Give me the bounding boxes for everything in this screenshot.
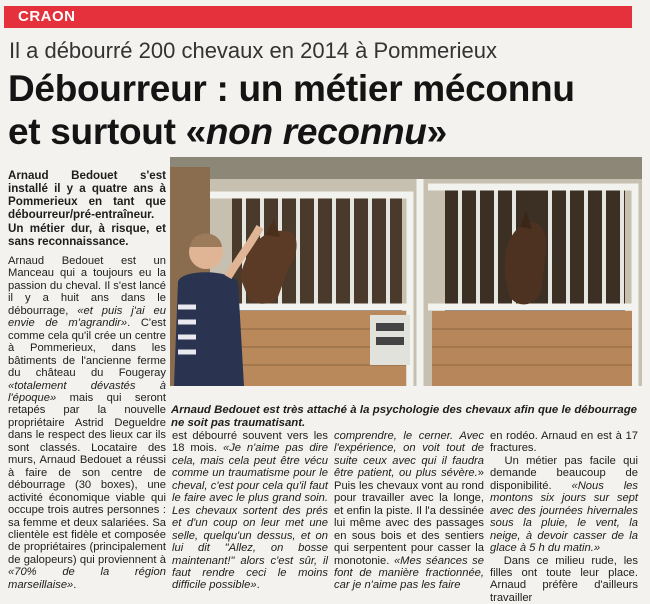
col3-paragraph [334,430,484,592]
col2-text-c: . [256,579,260,592]
col1-quote-d: «totalement dévastés à l'époque» [8,379,166,404]
article-column-2 [172,430,328,592]
photo-horse-stables [170,157,642,386]
col4-text-b: Un métier pas facile qui demande beaucoup de disponibilité. [490,454,638,492]
col1-quote-f: «70% de la région marseillaise» [8,566,166,591]
col4-paragraph-1 [490,430,638,455]
section-label: CRAON [18,8,76,25]
col1-quote-b: «et puis j'ai eu envie de m'agrandir» [8,304,166,330]
col1-text-c: . C'est comme cela qu'il crée un centre à Pommerieux, dans les bâtiments de l'ancienne ferme du château du Fougeray [8,317,166,380]
article-column-1 [8,255,166,591]
col1-paragraph [8,255,166,591]
article-column-4 [490,430,638,604]
col2-text-a: est débourré souvent vers les 18 mois. [172,430,328,455]
col1-text-g: . [73,578,77,591]
section-banner [4,6,632,28]
article-column-3 [334,430,484,592]
photo-caption: Arnaud Bedouet est très attaché à la psychologie des chevaux afin que le débourrage ne soit pas traumatisant. [171,404,637,430]
headline-line-2-italic: non reconnu [205,111,427,152]
col4-text-d: Dans ce milieu rude, les filles ont toute leur place. Arnaud préfère d'ailleurs travailler [490,554,639,604]
col1-text-a: Arnaud Bedouet est un Manceau qui a toujours eu la passion du cheval. Il s'est lancé il y a huit ans dans le débourrage, [8,255,166,317]
col4-paragraph-2 [490,455,638,555]
headline-line-2-suffix: » [426,111,447,152]
col1-text-e: mais qui seront retapés par la nouvelle propriétaire Astrid Degueldre dans le respect des lieux car ils sont classés. Locataire des murs, Arnaud Bedouet a réussi à faire de son centre de débourrage (30 boxes), une activité économique viable qui occupe trois autres personnes : sa femme et deux salariées. Sa clientèle est fidèle et composée de propriétaires (principalement de galopeurs) qui proviennent à [8,391,166,566]
lead-paragraph: Arnaud Bedouet s'est installé il y a quatre ans à Pommerieux en tant que débourreur/pré-entraîneur. Un métier dur, à risque, et sans reconnaissance. [8,168,166,249]
col4-paragraph-3 [490,555,638,604]
col2-quote-b: «Je n'aime pas dire cela, mais cela peut être vécu comme un traumatisme pour le cheval, c'est pour cela qu'il faut le faire avec le plus grand soin. Les chevaux sortent des prés et d'un coup on leur met une selle, quelqu'un dessus, et on lui dit "Allez, on bosse maintenant!" alors c'est sûr, il faut rendre ceci le moins difficile possible» [172,442,328,592]
col3-quote-d: «Mes séances se font de manière fractionnée, car je n'aime pas les faire [334,554,484,592]
headline-line-2 [8,110,575,153]
col3-quote-b: Avec l'expérience, on voit tout de suite ceux avec qui il faudra être patient, ou plus sévère. [334,430,484,480]
col4-text-a: en rodéo. Arnaud en est à 17 fractures. [490,430,638,455]
kicker: Il a débourré 200 chevaux en 2014 à Pommerieux [9,38,497,63]
headline [8,67,575,153]
photo-illustration [170,157,642,386]
col3-text-c: » Puis les chevaux vont au rond pour travailler avec la longe, et enfin la piste. Il l'a dessinée lui même avec des passages en sous bois et des sentiers qui serpentent pour casser la monotonie. [334,467,484,567]
col4-quote-c: «Nous les montons six jours sur sept avec des journées hivernales sous la pluie, le vent, la neige, à devoir casser de la glace à 5 h du matin.» [490,479,638,555]
col2-paragraph [172,430,328,592]
col3-quote-a: comprendre, le cerner. [334,430,460,442]
headline-line-2-prefix: et surtout « [8,111,206,152]
headline-line-1: Débourreur : un métier méconnu [8,68,575,109]
